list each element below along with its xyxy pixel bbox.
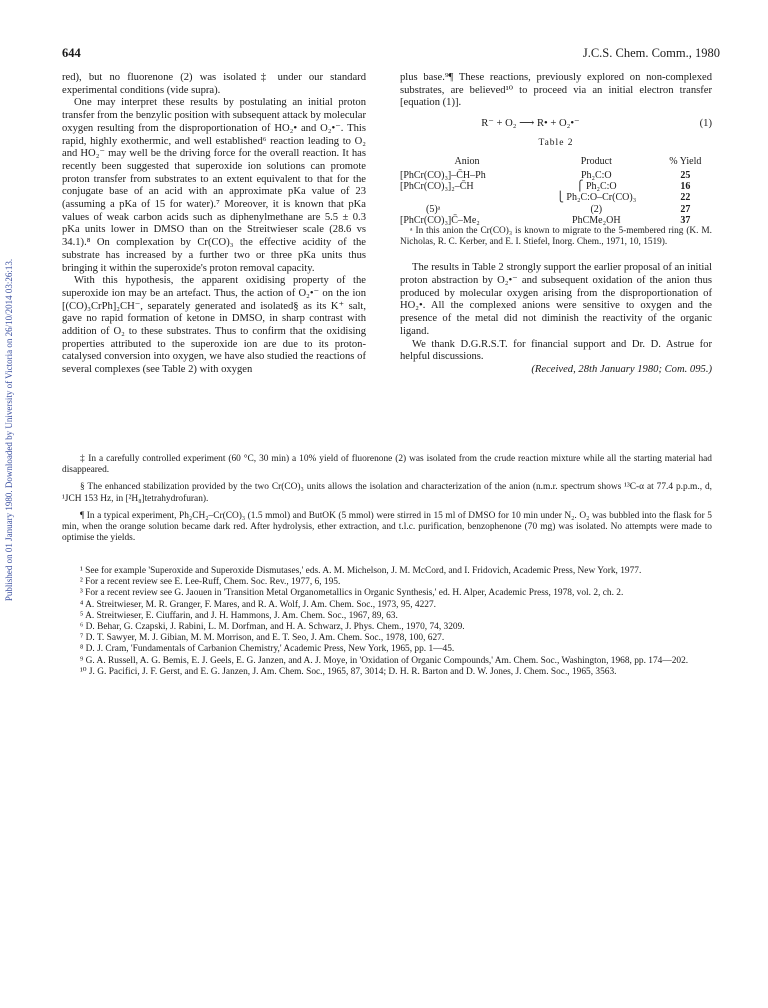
table-row [400,204,712,215]
equation-text: R⁻ + O₂ ⟶ R• + O₂•⁻ [481,118,580,130]
reference: ⁷ D. T. Sawyer, M. J. Gibian, M. M. Morrison, and E. T. Seo, J. Am. Chem. Soc., 1978, 100, 627. [80,633,445,644]
table-caption: Table 2 [538,137,574,148]
equation [400,118,712,131]
reference: ⁴ A. Streitwieser, M. R. Granger, F. Mares, and R. A. Wolf, J. Am. Chem. Soc., 1973, 95, 4227. [80,599,437,610]
watermark-text: Published on 01 January 1980. Downloaded by University of Victoria on 26/10/2014 03:26:13. [4,258,14,602]
reference: ⁵ A. Streitwieser, E. Ciuffarin, and J. H. Hammons, J. Am. Chem. Soc., 1967, 89, 63. [80,610,398,621]
footnotes [62,454,712,544]
left-column [62,72,366,377]
results-table [400,155,712,227]
product-cell: Ph₂C:O [580,169,612,181]
yield-cell: 37 [680,215,691,226]
reference: ¹⁰ J. G. Pacifici, J. F. Gerst, and E. G. Janzen, J. Am. Chem. Soc., 1965, 87, 3014; D. H. R. Barton and D. W. Jones, J. Chem. Soc., 1965, 3563. [80,666,617,677]
table-row [400,215,712,226]
paragraph: The results in Table 2 strongly support the earlier proposal of an initial proton abstraction by O₂•⁻ and subsequent oxidation of the anion thus produced by molecular oxygen arising from the disproportionation of HO₂•. All the complexed anions were sensitive to oxygen and the presence of the metal did not diminish the reactivity of the organic ligand. [400,262,712,337]
anion-cell [400,192,534,203]
paragraph: plus base.⁹¶ These reactions, previously explored on non-complexed substrates, are believed¹⁰ to proceed via an initial electron transfer [equation (1)]. [400,72,712,109]
yield-cell: 22 [680,192,691,204]
table-row [400,170,712,181]
anion-cell: [PhCr(CO)₃]C̄–Me₂ [400,215,480,226]
reference: ² For a recent review see E. Lee-Ruff, Chem. Soc. Rev., 1977, 6, 195. [80,577,341,588]
reference: ¹ See for example 'Superoxide and Superoxide Dismutases,' eds. A. M. Michelson, J. M. McCord, and I. Fridovich, Academic Press, New York, 1977. [80,566,642,576]
footnote: ¶ In a typical experiment, Ph₂CH₂–Cr(CO)₃ (1.5 mmol) and ButOK (5 mmol) were stirred in 15 ml of DMSO for 10 min under N₂. O₂ was bubbled into the flask for 5 min, when the orange solution became dark red. After hydrolysis, ether extraction, and t.l.c. purification, benzophenone (70 mg) was isolated. No attempts were made to optimise the yields. [62,510,712,544]
product-cell: ⎧ Ph₂C:O [575,181,617,193]
yield-cell: 16 [680,181,691,193]
received-date: (Received, 28th January 1980; Com. 095.) [531,363,712,375]
footnote: § The enhanced stabilization provided by the two Cr(CO)₃ units allows the isolation and characterization of the anion (n.m.r. spectrum shows ¹³C-α at 77.4 p.p.m., d, ¹JCH 153 Hz, in [²H₈]tetrahydrofuran). [62,482,712,504]
equation-number: (1) [699,118,712,130]
footnote: ‡ In a carefully controlled experiment (60 °C, 30 min) a 10% yield of fluorenone (2) was isolated from the crude reaction mixture while all the starting material had disappeared. [62,454,712,476]
paragraph: red), but no fluorenone (2) was isolated‡ under our standard experimental conditions (vide supra). [62,72,366,96]
acknowledgement: We thank D.G.R.S.T. for financial support and Dr. D. Astrue for helpful discussions. [400,338,712,363]
yield-cell: 25 [680,169,691,181]
header-product: Product [580,155,612,167]
header-yield: % Yield [669,155,702,167]
page-number: 644 [62,46,81,60]
reference: ⁸ D. J. Cram, 'Fundamentals of Carbanion Chemistry,' Academic Press, New York, 1965, pp. 1—45. [80,644,455,655]
product-cell: PhCMe₂OH [572,215,621,226]
journal-title: J.C.S. Chem. Comm., 1980 [582,46,720,60]
references [62,566,712,678]
right-column [400,72,712,377]
product-cell: (2) [590,203,603,215]
anion-cell: (5)ᵃ [426,203,441,215]
anion-cell: [PhCr(CO)₃]–C̄H–Ph [400,169,486,181]
table-row [400,181,712,192]
reference: ³ For a recent review see G. Jaouen in 'Transition Metal Organometallics in Organic Synthesis,' ed. H. Alper, Academic Press, 1978, vol. 2, ch. 2. [80,588,624,599]
table-footnote: ᵃ In this anion the Cr(CO)₃ is known to migrate to the 5-membered ring (K. M. Nicholas, R. C. Kerber, and E. I. Stiefel, Inorg. Chem., 1971, 10, 1519). [400,226,712,248]
download-watermark [2,150,16,710]
reference: ⁶ D. Behar, G. Czapski, J. Rabini, L. M. Dorfman, and H. A. Schwarz, J. Phys. Chem., 1970, 74, 3209. [80,622,465,633]
page-header [62,46,720,62]
header-anion: Anion [454,155,480,167]
yield-cell: 27 [680,203,691,215]
product-cell: ⎩ Ph₂C:O–Cr(CO)₃ [556,192,637,204]
paragraph: One may interpret these results by postulating an initial proton transfer from the benzylic position with subsequent attack by molecular oxygen resulting from the disproportionation of HO₂• and O₂•⁻. This rapid, highly exothermic, and well established⁶ reaction leading to O₂ and HO₂⁻ may well be the driving force for the overall reaction. It has recently been suggested that superoxide ion solutions can promote proton transfer from substrates to an extent equivalent to that for the conjugate base of an acid with an approximate pKa value of 23 (assuming a pKa of 15 for water).⁷ Moreover, it is known that pKa values of weak carbon acids such as diphenylmethane are 5.5 ± 0.3 pKa units lower in DMSO than on the Streitwieser scale (28.6 vs 34.1).⁸ On complexation by Cr(CO)₃ the effective acidity of the substrate has increased by a further two or three pKa units thus bringing it within the superoxide's proton removal capacity. [62,97,366,274]
paragraph: With this hypothesis, the apparent oxidising property of the superoxide ion may be an artefact. Thus, the action of O₂•⁻ on the ion [(CO)₃CrPh]₂CH⁻, separately generated and isolated§ as its K⁺ salt, gave no rapid formation of ketone in DMSO, in sharp contrast with addition of O₂ to these substrates. Thus to confirm that the oxidising properties attributed to the superoxide ion are due to its proton-catalysed conversion into oxygen, we have also studied the reactions of several complexes (see Table 2) with oxygen [62,275,366,376]
reference: ⁹ G. A. Russell, A. G. Bemis, E. J. Geels, E. G. Janzen, and A. J. Moye, in 'Oxidation of Organic Compounds,' Am. Chem. Soc., Washington, 1968, pp. 174—202. [80,655,689,666]
table-header-row [400,155,712,170]
anion-cell: [PhCr(CO)₃]₂–C̄H [400,181,474,193]
table-row [400,192,712,203]
